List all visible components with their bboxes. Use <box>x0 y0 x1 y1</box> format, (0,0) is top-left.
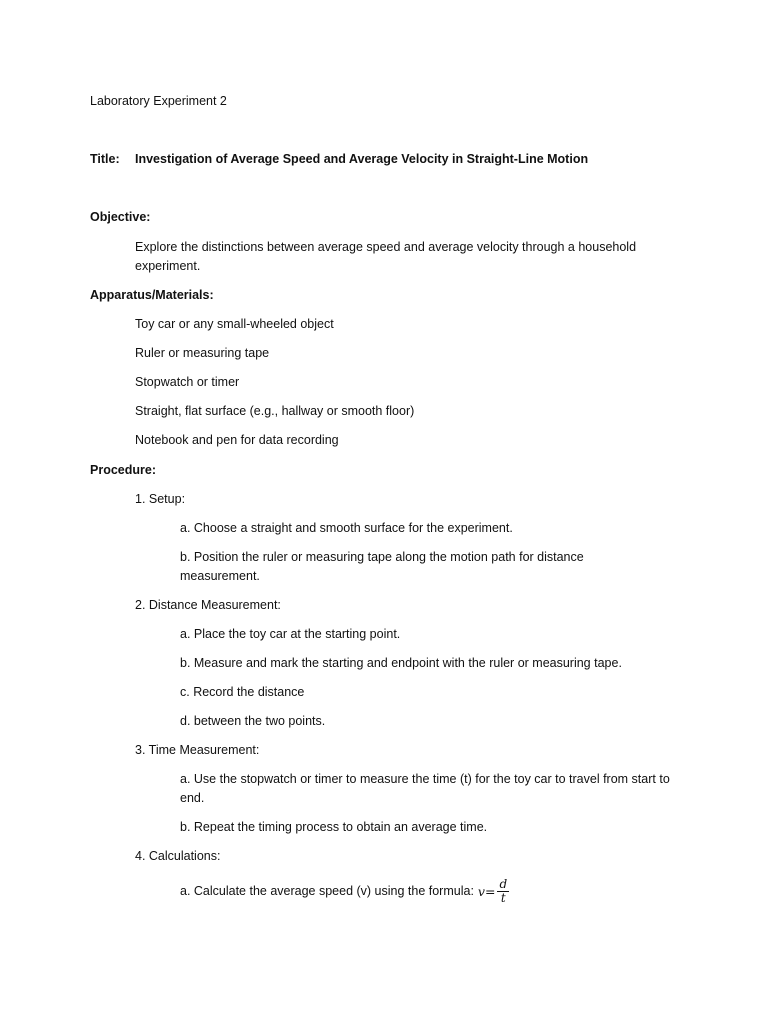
substep: a. Calculate the average speed (v) using the formula: <box>180 884 474 898</box>
objective-label: Objective: <box>90 210 151 224</box>
title-label: Title: <box>90 152 120 166</box>
formula-fraction <box>497 878 509 905</box>
procedure-label: Procedure: <box>90 463 156 477</box>
material-item: Ruler or measuring tape <box>135 346 270 360</box>
substep-with-formula <box>180 878 509 905</box>
document-heading: Laboratory Experiment 2 <box>90 94 227 108</box>
formula-equals: = <box>484 884 496 899</box>
formula-numerator: d <box>499 877 508 891</box>
substep: c. Record the distance <box>180 685 305 699</box>
substep: a. Use the stopwatch or timer to measure the time (t) for the toy car to travel from start to end. <box>180 772 670 805</box>
step-label: 2. Distance Measurement: <box>135 598 281 612</box>
substep: b. Position the ruler or measuring tape along the motion path for distance measurement. <box>180 550 584 583</box>
material-item: Straight, flat surface (e.g., hallway or smooth floor) <box>135 404 415 418</box>
title-text: Investigation of Average Speed and Average Velocity in Straight-Line Motion <box>135 152 589 166</box>
step-label: 3. Time Measurement: <box>135 743 260 757</box>
formula-lhs: v <box>477 884 485 899</box>
document-page <box>90 0 690 1024</box>
substep: b. Measure and mark the starting and endpoint with the ruler or measuring tape. <box>180 656 622 670</box>
apparatus-label: Apparatus/Materials: <box>90 288 214 302</box>
step-label: 1. Setup: <box>135 492 186 506</box>
objective-text: Explore the distinctions between average speed and average velocity through a household experiment. <box>135 240 637 273</box>
substep: d. between the two points. <box>180 714 326 728</box>
substep: a. Choose a straight and smooth surface for the experiment. <box>180 521 513 535</box>
step-label: 4. Calculations: <box>135 849 221 863</box>
substep: b. Repeat the timing process to obtain an average time. <box>180 820 488 834</box>
material-item: Stopwatch or timer <box>135 375 240 389</box>
average-speed-formula <box>478 878 509 905</box>
substep: a. Place the toy car at the starting point. <box>180 627 401 641</box>
formula-denominator: t <box>500 891 506 905</box>
material-item: Notebook and pen for data recording <box>135 433 339 447</box>
material-item: Toy car or any small-wheeled object <box>135 317 334 331</box>
